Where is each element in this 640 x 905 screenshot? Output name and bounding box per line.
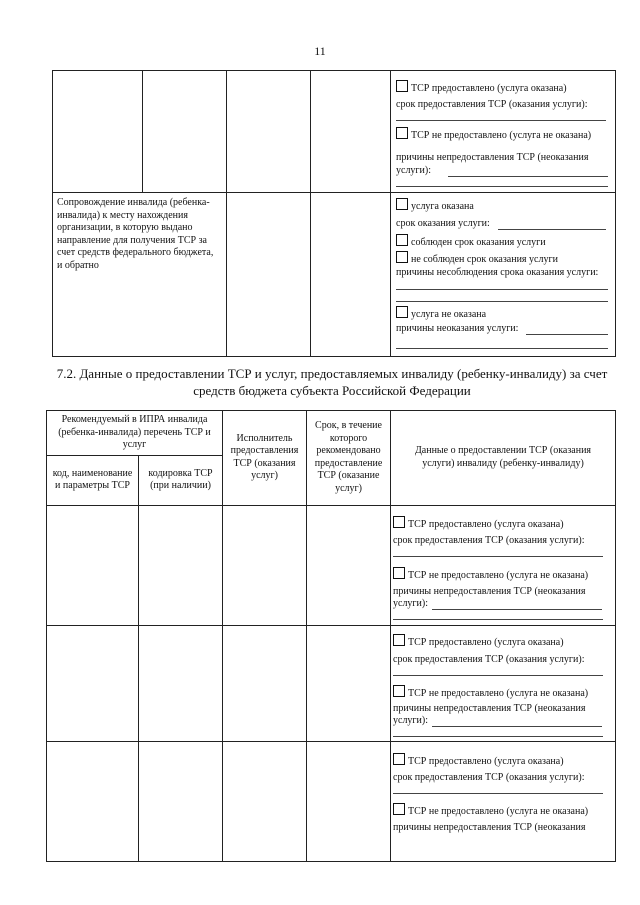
fill-line[interactable] bbox=[393, 619, 603, 620]
checkbox[interactable] bbox=[396, 306, 408, 318]
header-data: Данные о предоставлении ТСР (оказания услуги) инвалиду (ребенку-инвалиду) bbox=[391, 411, 616, 506]
fill-line[interactable] bbox=[393, 736, 603, 737]
provided-term-label: срок предоставления ТСР (оказания услуги): bbox=[393, 535, 585, 546]
fill-line[interactable] bbox=[393, 556, 603, 557]
option-label: ТСР не предоставлено (услуга не оказана) bbox=[408, 570, 589, 581]
fill-line[interactable] bbox=[526, 334, 608, 335]
table-cell bbox=[223, 741, 307, 861]
table-cell bbox=[53, 193, 227, 357]
checkbox[interactable] bbox=[393, 567, 405, 579]
not-provided-reasons-label: причины непредоставления ТСР (неоказания bbox=[393, 822, 586, 833]
not-provided-reasons-label: причины непредоставления ТСР (неоказания услуги): bbox=[396, 152, 589, 176]
checkbox[interactable] bbox=[393, 516, 405, 528]
service-label: Сопровождение инвалида (ребенка-инвалида) к месту нахождения организации, в которую выдано направление для получения ТСР за счет средств федерального бюджета, и обратно bbox=[57, 197, 214, 271]
fill-line[interactable] bbox=[396, 301, 608, 302]
option-label: ТСР предоставлено (услуга оказана) bbox=[408, 756, 564, 767]
header-code: код, наименование и параметры ТСР bbox=[47, 455, 139, 505]
option-label: ТСР предоставлено (услуга оказана) bbox=[408, 519, 564, 530]
checkbox[interactable] bbox=[396, 127, 408, 139]
checkbox[interactable] bbox=[393, 803, 405, 815]
section-heading: 7.2. Данные о предоставлении ТСР и услуг, предоставляемых инвалиду (ребенку-инвалиду) за счет средств бюджета субъекта Российской Федерации bbox=[56, 366, 608, 398]
option-label: не соблюден срок оказания услуги bbox=[411, 254, 558, 265]
option-rendered[interactable] bbox=[396, 198, 474, 212]
provided-term-label: срок предоставления ТСР (оказания услуги): bbox=[393, 772, 585, 783]
term-not-kept-reasons-label: причины несоблюдения срока оказания услуги: bbox=[396, 267, 599, 278]
table-federal-services bbox=[52, 70, 616, 357]
table-cell bbox=[139, 625, 223, 741]
header-executor: Исполнитель предоставления ТСР (оказания услуг) bbox=[223, 411, 307, 506]
option-label: ТСР не предоставлено (услуга не оказана) bbox=[411, 130, 592, 141]
option-not-provided[interactable] bbox=[393, 803, 588, 817]
table-cell bbox=[307, 741, 391, 861]
checkbox[interactable] bbox=[396, 80, 408, 92]
option-label: ТСР не предоставлено (услуга не оказана) bbox=[408, 688, 589, 699]
option-label: ТСР не предоставлено (услуга не оказана) bbox=[408, 806, 589, 817]
table-cell bbox=[223, 505, 307, 625]
table-cell bbox=[227, 71, 311, 193]
not-provided-reasons-label: причины непредоставления ТСР (неоказания bbox=[393, 586, 586, 597]
fill-line[interactable] bbox=[396, 348, 608, 349]
option-label: услуга оказана bbox=[411, 201, 474, 212]
table-cell bbox=[139, 741, 223, 861]
option-not-rendered[interactable] bbox=[396, 306, 486, 320]
provided-term-label: срок предоставления ТСР (оказания услуги): bbox=[393, 654, 585, 665]
option-label: ТСР предоставлено (услуга оказана) bbox=[411, 83, 567, 94]
table-cell bbox=[311, 71, 391, 193]
not-provided-reasons-label-cont: услуги): bbox=[393, 598, 428, 609]
option-not-provided[interactable] bbox=[396, 127, 591, 141]
option-provided[interactable] bbox=[393, 753, 564, 767]
option-label: услуга не оказана bbox=[411, 309, 487, 320]
option-label: ТСР предоставлено (услуга оказана) bbox=[408, 637, 564, 648]
table-cell bbox=[139, 505, 223, 625]
fill-line[interactable] bbox=[396, 120, 606, 121]
provided-term-label: срок предоставления ТСР (оказания услуги): bbox=[396, 99, 588, 110]
checkbox[interactable] bbox=[393, 634, 405, 646]
table-header-row bbox=[47, 411, 616, 456]
header-recommended: Рекомендуемый в ИПРА инвалида (ребенка-инвалида) перечень ТСР и услуг bbox=[47, 411, 223, 456]
checkbox[interactable] bbox=[393, 753, 405, 765]
table-cell bbox=[47, 741, 139, 861]
fill-line[interactable] bbox=[393, 675, 603, 676]
option-label: соблюден срок оказания услуги bbox=[411, 237, 546, 248]
header-coding: кодировка ТСР (при наличии) bbox=[139, 455, 223, 505]
table-cell bbox=[307, 505, 391, 625]
table-cell bbox=[223, 625, 307, 741]
fill-line[interactable] bbox=[393, 793, 603, 794]
table-cell bbox=[307, 625, 391, 741]
option-provided[interactable] bbox=[393, 634, 564, 648]
not-provided-reasons-label: причины непредоставления ТСР (неоказания bbox=[393, 703, 586, 714]
fill-line[interactable] bbox=[432, 609, 602, 610]
fill-line[interactable] bbox=[448, 176, 608, 177]
term-label: срок оказания услуги: bbox=[396, 218, 490, 229]
page-number: 11 bbox=[314, 44, 326, 58]
header-term: Срок, в течение которого рекомендовано предоставление ТСР (оказание услуг) bbox=[307, 411, 391, 506]
table-cell bbox=[47, 505, 139, 625]
fill-line[interactable] bbox=[396, 289, 608, 290]
option-term-kept[interactable] bbox=[396, 234, 546, 248]
table-cell bbox=[227, 193, 311, 357]
checkbox[interactable] bbox=[396, 251, 408, 263]
table-cell bbox=[53, 71, 143, 193]
checkbox[interactable] bbox=[396, 234, 408, 246]
table-cell bbox=[47, 625, 139, 741]
table-cell bbox=[143, 71, 227, 193]
option-not-provided[interactable] bbox=[393, 567, 588, 581]
checkbox[interactable] bbox=[396, 198, 408, 210]
option-not-provided[interactable] bbox=[393, 685, 588, 699]
not-rendered-reasons-label: причины неоказания услуги: bbox=[396, 323, 519, 334]
not-provided-reasons-label-cont: услуги): bbox=[393, 715, 428, 726]
option-provided[interactable] bbox=[393, 516, 564, 530]
option-term-not-kept[interactable] bbox=[396, 251, 558, 265]
fill-line[interactable] bbox=[396, 186, 608, 187]
option-provided[interactable] bbox=[396, 80, 567, 94]
checkbox[interactable] bbox=[393, 685, 405, 697]
fill-line[interactable] bbox=[498, 229, 606, 230]
fill-line[interactable] bbox=[432, 726, 602, 727]
table-cell bbox=[311, 193, 391, 357]
